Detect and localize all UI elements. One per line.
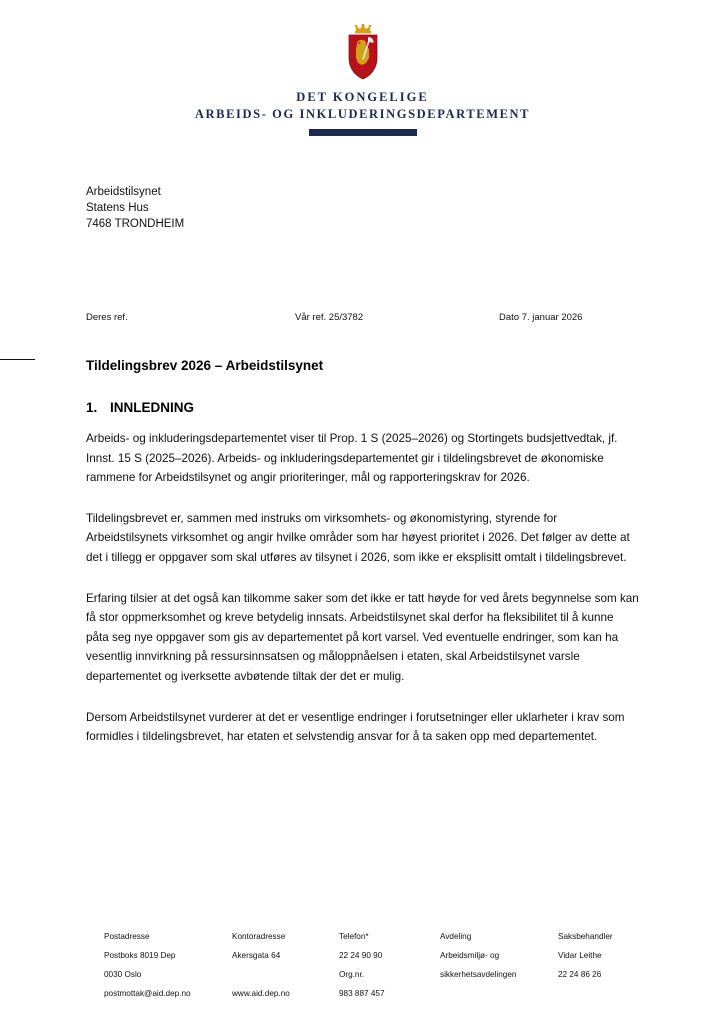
paragraph-1: Arbeids- og inkluderingsdepartementet viser til Prop. 1 S (2025–2026) og Stortingets budsjettvedtak, jf. Innst. 15 S (2025–2026). Arbeids- og inkluderingsdepartementet gir i tildelingsbrevet de økonomiske rammene for Arbeidstilsynet og angir prioriteringer, mål og rapporteringskrav for 2026. <box>86 432 618 485</box>
section-number: 1. <box>86 400 98 415</box>
footer-cell: Arbeidsmiljø- og <box>440 951 500 960</box>
footer-row <box>104 970 674 989</box>
footer-cell: Org.nr. <box>339 970 365 979</box>
footer-cell: 22 24 90 90 <box>339 951 383 960</box>
footer-header-postadresse: Postadresse <box>104 932 150 941</box>
footer-cell: 22 24 86 26 <box>558 970 602 979</box>
footer-cell <box>558 989 674 1008</box>
letterhead-line-1: DET KONGELIGE <box>296 90 429 104</box>
addressee-line-1: Arbeidstilsynet <box>86 186 161 198</box>
section-heading-innledning <box>86 399 639 417</box>
footer-cell: 983 887 457 <box>339 989 385 998</box>
footer-cell: Akersgata 64 <box>232 951 281 960</box>
footer-header-telefon: Telefon* <box>339 932 369 941</box>
footer-header-row <box>104 932 674 951</box>
letterhead-rule <box>309 129 417 136</box>
footer-header-avdeling: Avdeling <box>440 932 472 941</box>
paragraph-2: Tildelingsbrevet er, sammen med instruks om virksomhets- og økonomistyring, styrende for Arbeidstilsynets virksomhet og angir hvilke områder som har høyest prioritet i 2026. Det følger av dette at det i tillegg er oppgaver som skal utføres av tilsynet i 2026, som ikke er eksplisitt omtalt i tildelingsbrevet. <box>86 511 630 564</box>
footer-cell: Vidar Leithe <box>558 951 602 960</box>
footer-cell: 0030 Oslo <box>104 970 142 979</box>
addressee-block <box>86 184 184 232</box>
footer-row <box>104 989 674 1008</box>
margin-tick <box>0 359 35 360</box>
footer-cell <box>440 989 558 1008</box>
paragraph-3: Erfaring tilsier at det også kan tilkomme saker som det ikke er tatt høyde for ved årets begynnelse som kan få stor oppmerksomhet og kreve betydelig innsats. Arbeidstilsynet skal derfor ha fleksibilitet til å kunne påta seg nye oppgaver som gis av departementet på kort varsel. Ved eventuelle endringer, som kan ha vesentlig innvirkning på ressursinnsatsen og måloppnåelsen i etaten, skal Arbeidstilsynet varsle departementet og iverksette avbøtende tiltak der det er mulig. <box>86 591 639 683</box>
addressee-line-3: 7468 TRONDHEIM <box>86 218 185 230</box>
footer-header-saksbehandler: Saksbehandler <box>558 932 613 941</box>
letterhead <box>0 24 725 136</box>
footer-cell-email: postmottak@aid.dep.no <box>104 989 191 998</box>
footer-cell: Postboks 8019 Dep <box>104 951 176 960</box>
footer-row <box>104 951 674 970</box>
document-body <box>86 357 639 747</box>
norwegian-coat-of-arms-icon <box>340 24 386 82</box>
footer-cell <box>232 970 339 989</box>
dato: Dato 7. januar 2026 <box>499 312 583 323</box>
footer-cell-web: www.aid.dep.no <box>232 989 290 998</box>
footer-cell: sikkerhetsavdelingen <box>440 970 517 979</box>
footer-header-kontoradresse: Kontoradresse <box>232 932 286 941</box>
var-ref: Vår ref. 25/3782 <box>295 312 364 323</box>
section-title: INNLEDNING <box>110 400 194 415</box>
addressee-line-2: Statens Hus <box>86 202 149 214</box>
letterhead-line-2: ARBEIDS- OG INKLUDERINGSDEPARTEMENT <box>194 107 531 121</box>
page-title: Tildelingsbrev 2026 – Arbeidstilsynet <box>86 358 324 373</box>
document-footer <box>104 932 674 1008</box>
deres-ref: Deres ref. <box>86 312 128 323</box>
paragraph-4: Dersom Arbeidstilsynet vurderer at det er vesentlige endringer i forutsetninger eller uklarheter i krav som formidles i tildelingsbrevet, har etaten et selvstendig ansvar for å ta saken opp med departementet. <box>86 710 625 744</box>
